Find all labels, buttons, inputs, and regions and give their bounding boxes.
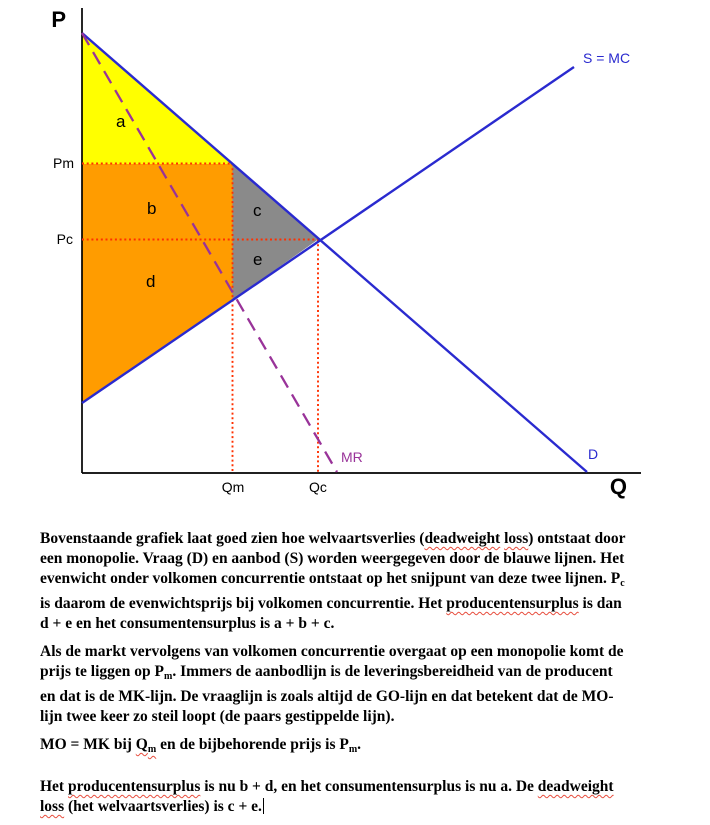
text-run: producentensurplus [446, 595, 579, 612]
text-run: m [164, 671, 173, 682]
text-run: evenwicht onder volkomen concurrentie ontstaat op het snijpunt van deze twee lijnen. P [40, 570, 621, 587]
text-line [40, 662, 695, 687]
text-run: (het welvaartsverlies) is c + e. [64, 798, 262, 815]
text-run: is dan [578, 595, 622, 612]
text-run: Het [40, 778, 68, 795]
region-b-label: b [147, 199, 157, 218]
text-run: Als de markt vervolgens van volkomen concurrentie overgaat op een monopolie komt de [40, 643, 624, 660]
text-line [40, 777, 695, 797]
qm-label: Qm [221, 479, 245, 495]
paragraph [40, 777, 695, 817]
x-axis-label: Q [609, 474, 627, 499]
text-run: Q [135, 736, 148, 753]
text-run: deadweight [537, 778, 614, 795]
paragraph [40, 529, 695, 634]
region-c-label: c [253, 201, 262, 220]
y-axis-label: P [51, 7, 66, 32]
text-run: prijs te liggen op P [40, 663, 164, 680]
text-run: . [357, 736, 362, 753]
text-run: loss [40, 798, 65, 815]
pm-label: Pm [53, 155, 74, 171]
text-run: deadweight [424, 530, 501, 547]
text-line [40, 642, 695, 662]
text-run: m [348, 744, 358, 755]
mr-label: MR [341, 449, 363, 465]
qc-label: Qc [309, 479, 327, 495]
text-run: . Immers de aanbodlijn is de leveringsbereidheid van de producent [172, 663, 613, 680]
text-run: m [147, 744, 157, 755]
text-line [40, 687, 695, 707]
supply-label: S = MC [583, 50, 631, 66]
text-run: c [620, 578, 625, 589]
region-d-label: d [146, 272, 156, 291]
text-run: en de bijbehorende prijs is P [156, 736, 349, 753]
text-line [40, 569, 695, 594]
text-run: producentensurplus [67, 778, 201, 795]
text-run: een monopolie. Vraag (D) en aanbod (S) worden weergegeven door de blauwe lijnen. Het [40, 550, 625, 567]
region-e-label: e [253, 250, 263, 269]
text-run: lijn twee keer zo steil loopt (de paars gestippelde lijn). [40, 708, 395, 725]
text-line [40, 797, 695, 817]
text-run: ) ontstaat door [528, 530, 626, 547]
text-run: is daarom de evenwichtsprijs bij volkomen concurrentie. Het [40, 595, 447, 612]
text-run: Bovenstaande grafiek laat goed zien hoe welvaartsverlies ( [40, 530, 425, 547]
explanation-text [40, 529, 695, 825]
region-d [82, 240, 233, 404]
demand-label: D [588, 446, 599, 462]
text-run: loss [504, 530, 529, 547]
text-line [40, 707, 695, 727]
text-run: MO = MK bij [40, 736, 136, 753]
paragraph [40, 735, 695, 760]
text-run: d + e en het consumentensurplus is a + b + c. [40, 615, 335, 632]
text-line [40, 735, 695, 760]
text-line [40, 529, 695, 549]
text-line [40, 549, 695, 569]
pc-label: Pc [56, 231, 73, 247]
region-b [82, 164, 233, 240]
text-run: is nu b + d, en het consumentensurplus is nu a. De [200, 778, 538, 795]
paragraph [40, 642, 695, 727]
text-line [40, 614, 695, 634]
text-line [40, 594, 695, 614]
text-run: en dat is de MK-lijn. De vraaglijn is zoals altijd de GO-lijn en dat betekent dat de MO- [40, 688, 614, 705]
region-a-label: a [116, 112, 126, 131]
